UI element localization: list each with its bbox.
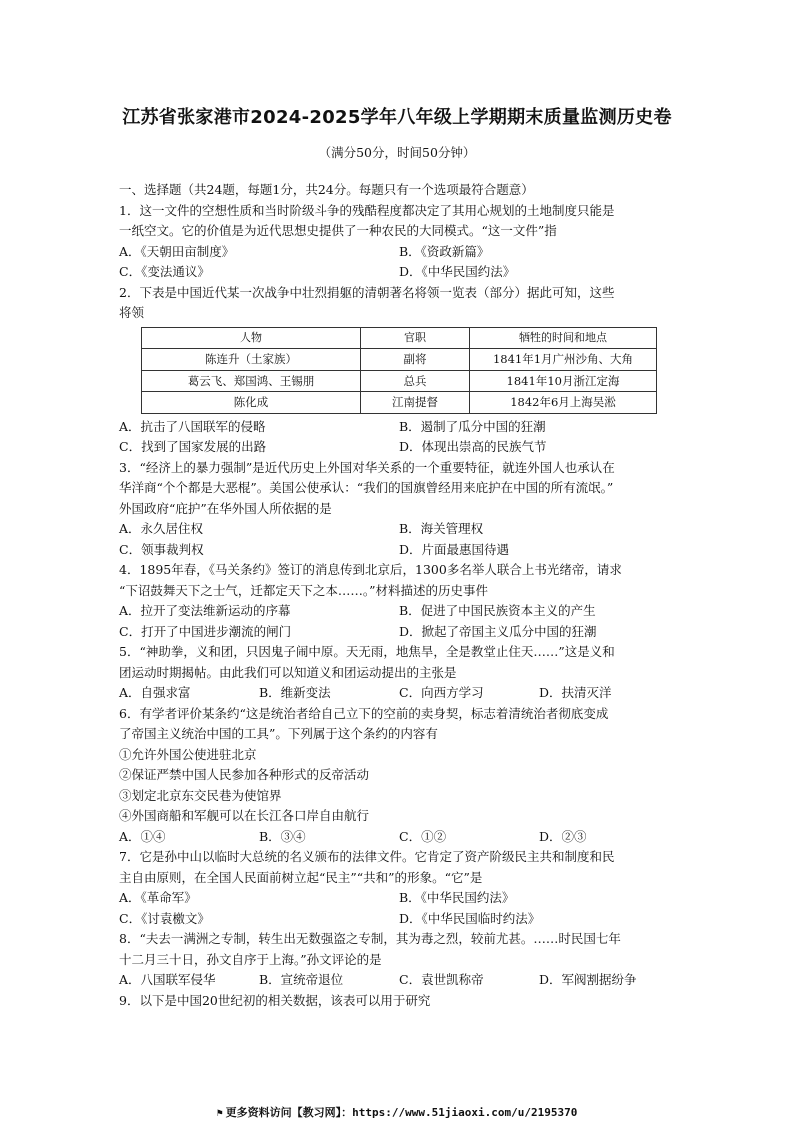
exam-title: 江苏省张家港市2024-2025学年八年级上学期期末质量监测历史卷 <box>122 107 672 128</box>
question-6-options <box>119 827 679 848</box>
option-d: D．《中华民国约法》 <box>399 264 516 279</box>
generals-table <box>141 327 657 414</box>
option-a: A．①④ <box>119 828 166 844</box>
question-6-item: ④外国商船和军舰可以在长江各口岸自由航行 <box>119 808 370 823</box>
option-b: B．维新变法 <box>259 685 331 700</box>
footer-text[interactable]: 更多资料访问【教习网】：https://www.51jiaoxi.com/u/2195370 <box>225 1106 578 1119</box>
option-a: A．自强求富 <box>119 685 191 700</box>
table-cell: 1841年1月广州沙角、大角 <box>470 349 657 371</box>
question-6-stem: 6．有学者评价某条约“这是统治者给自己立下的空前的卖身契，标志着清统治者彻底变成 <box>119 705 609 721</box>
option-b: B．③④ <box>259 828 306 844</box>
question-1-options-row2 <box>119 262 679 283</box>
option-c: C．找到了国家发展的出路 <box>119 439 267 454</box>
question-3-stem-cont: 华洋商“个个都是大恶棍”。美国公使承认：“我们的国旗曾经用来庇护在中国的所有流氓。” <box>119 480 614 495</box>
question-1-stem: 1．这一文件的空想性质和当时阶级斗争的残酷程度都决定了其用心规划的土地制度只能是 <box>119 202 615 218</box>
question-2-options-row2 <box>119 437 679 458</box>
footer-link[interactable] <box>0 1104 794 1120</box>
option-b: B．宣统帝退位 <box>259 972 344 987</box>
option-a: A．抗击了八国联军的侵略 <box>119 418 266 434</box>
question-7-stem: 7．它是孙中山以临时大总统的名义颁布的法律文件。它肯定了资产阶级民主共和制度和民 <box>119 849 615 864</box>
option-b: B．《资政新篇》 <box>399 243 490 259</box>
exam-body <box>119 180 679 1011</box>
question-6-item: ③划定北京东交民巷为使馆界 <box>119 787 282 803</box>
question-2-stem-cont: 将领 <box>119 305 145 320</box>
option-a: A．永久居住权 <box>119 521 204 536</box>
option-d: D．军阀割据纷争 <box>539 972 637 987</box>
option-c: C．打开了中国进步潮流的闸门 <box>119 623 292 639</box>
question-4-stem: 4．1895年春，《马关条约》签订的消息传到北京后，1300多名举人联合上书光绪帝，请求 <box>119 562 622 577</box>
option-b: B．遏制了瓜分中国的狂潮 <box>399 418 546 434</box>
option-c: C．向西方学习 <box>399 685 484 700</box>
option-c: C．①② <box>399 828 447 844</box>
table-row <box>142 370 657 392</box>
question-7-stem-cont: 主自由原则，在全国人民面前树立起“民主”“共和”的形象。“它”是 <box>119 869 483 885</box>
question-9-stem: 9．以下是中国20世纪初的相关数据，该表可以用于研究 <box>119 992 431 1008</box>
question-2-stem: 2．下表是中国近代某一次战争中壮烈捐躯的清朝著名将领一览表（部分）据此可知，这些 <box>119 284 615 300</box>
table-cell: 副将 <box>361 349 470 371</box>
table-cell: 江南提督 <box>361 392 470 414</box>
question-5-stem-cont: 团运动时期揭帖。由此我们可以知道义和团运动提出的主张是 <box>119 664 457 680</box>
option-c: C．领事裁判权 <box>119 541 204 557</box>
option-d: D．扶清灭洋 <box>539 685 612 700</box>
question-4-stem-cont: “下诏鼓舞天下之士气，迁都定天下之本……。”材料描述的历史事件 <box>119 582 489 598</box>
question-3-options-row1 <box>119 519 679 540</box>
question-6-item: ①允许外国公使进驻北京 <box>119 746 257 762</box>
table-row <box>142 349 657 371</box>
table-cell: 葛云飞、郑国鸿、王锡朋 <box>142 370 361 392</box>
option-a: A．《革命军》 <box>119 890 197 905</box>
option-c: C．袁世凯称帝 <box>399 972 484 987</box>
question-6-stem-cont: 了帝国主义统治中国的工具”。下列属于这个条约的内容有 <box>119 726 438 741</box>
question-8-stem-cont: 十二月三十日，孙文自序于上海。”孙文评论的是 <box>119 951 382 967</box>
table-header: 牺牲的时间和地点 <box>470 327 657 349</box>
table-cell: 总兵 <box>361 370 470 392</box>
option-c: C．《变法通议》 <box>119 264 210 279</box>
question-4-options-row1 <box>119 601 679 622</box>
question-5-stem: 5．“神助拳，义和团，只因鬼子闹中原。天无雨，地焦旱，全是教堂止住天……”这是义和 <box>119 644 615 659</box>
option-b: B．海关管理权 <box>399 521 484 536</box>
question-1-options-row1 <box>119 242 679 263</box>
question-1-stem-cont: 一纸空文。它的价值是为近代思想史提供了一种农民的大同模式。“这一文件”指 <box>119 223 557 238</box>
table-cell: 陈连升（土家族） <box>142 349 361 371</box>
table-row <box>142 392 657 414</box>
option-d: D．掀起了帝国主义瓜分中国的狂潮 <box>399 623 597 639</box>
option-d: D．②③ <box>539 828 587 844</box>
option-a: A．拉开了变法维新运动的序幕 <box>119 603 291 618</box>
table-cell: 1841年10月浙江定海 <box>470 370 657 392</box>
exam-subtitle: （满分50分，时间50分钟） <box>318 145 476 160</box>
table-cell: 陈化成 <box>142 392 361 414</box>
table-header: 人物 <box>142 327 361 349</box>
question-4-options-row2 <box>119 622 679 643</box>
table-header-row <box>142 327 657 349</box>
option-d: D．《中华民国临时约法》 <box>399 910 541 926</box>
option-c: C．《讨袁檄文》 <box>119 910 210 926</box>
question-3-stem-cont: 外国政府“庇护”在华外国人所依据的是 <box>119 500 332 516</box>
option-a: A．《天朝田亩制度》 <box>119 243 235 259</box>
option-b: B．《中华民国约法》 <box>399 890 515 905</box>
question-6-item: ②保证严禁中国人民参加各种形式的反帝活动 <box>119 767 370 782</box>
question-3-options-row2 <box>119 540 679 561</box>
table-cell: 1842年6月上海吴淞 <box>470 392 657 414</box>
option-d: D．片面最惠国待遇 <box>399 541 510 557</box>
question-8-stem: 8．“夫去一满洲之专制，转生出无数强盗之专制，其为毒之烈，较前尤甚。……时民国七年 <box>119 931 621 946</box>
option-b: B．促进了中国民族资本主义的产生 <box>399 603 596 618</box>
flag-icon: ⚑ <box>216 1108 223 1119</box>
question-2-options-row1 <box>119 417 679 438</box>
question-3-stem: 3．“经济上的暴力强制”是近代历史上外国对华关系的一个重要特征，就连外国人也承认在 <box>119 459 615 475</box>
section-heading: 一、选择题（共24题，每题1分，共24分。每题只有一个选项最符合题意） <box>119 182 534 197</box>
option-d: D．体现出崇高的民族气节 <box>399 439 547 454</box>
table-header: 官职 <box>361 327 470 349</box>
option-a: A．八国联军侵华 <box>119 972 216 987</box>
question-7-options-row2 <box>119 909 679 930</box>
question-5-options <box>119 683 679 704</box>
question-7-options-row1 <box>119 888 679 909</box>
question-8-options <box>119 970 679 991</box>
